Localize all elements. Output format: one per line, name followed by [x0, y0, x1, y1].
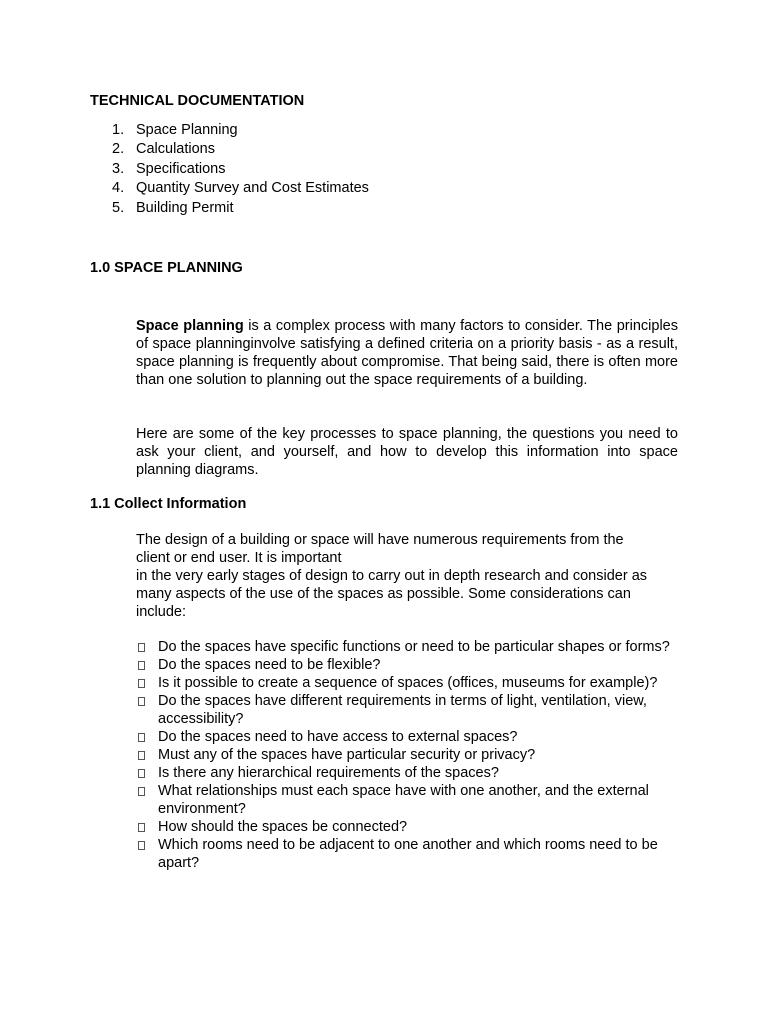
list-item — [136, 692, 692, 728]
list-item-text: Is it possible to create a sequence of spaces (offices, museums for example)? — [158, 675, 658, 691]
space-planning-text: is a complex process with many factors to consider. The principles of space planninginvolve satisfying a defined criteria on a priority basis - as a result, space planning is frequently about compromise. That being said, there is often more than one solution to planning out the space requirements of a building. — [136, 318, 678, 388]
toc-number: 1. — [112, 122, 125, 138]
table-of-contents — [112, 121, 369, 218]
list-item — [136, 728, 692, 746]
checkbox-glyph-icon — [138, 787, 145, 796]
checkbox-glyph-icon — [138, 643, 145, 652]
section-heading-space-planning: 1.0 SPACE PLANNING — [90, 260, 243, 276]
toc-label: Calculations — [136, 141, 215, 158]
list-item-text: Must any of the spaces have particular security or privacy? — [158, 747, 536, 763]
checkbox-glyph-icon — [138, 751, 145, 760]
list-item-text: Do the spaces have different requirements in terms of light, ventilation, view, accessibility? — [158, 693, 647, 727]
document-title: TECHNICAL DOCUMENTATION — [90, 93, 305, 109]
toc-label: Specifications — [136, 160, 226, 177]
checkbox-glyph-icon — [138, 661, 145, 670]
list-item-text: What relationships must each space have with one another, and the external environment? — [158, 783, 649, 817]
list-item — [136, 656, 692, 674]
intro-line: many aspects of the use of the spaces as possible. Some considerations can — [136, 586, 631, 602]
toc-number: 5. — [112, 199, 125, 216]
intro-line: The design of a building or space will have numerous requirements from the — [136, 532, 624, 548]
list-item-text: Do the spaces need to be flexible? — [158, 657, 381, 673]
toc-item — [112, 140, 369, 159]
list-item-text: How should the spaces be connected? — [158, 819, 408, 835]
list-item-text: Is there any hierarchical requirements of the spaces? — [158, 765, 499, 781]
list-item — [136, 638, 692, 656]
list-item — [136, 746, 692, 764]
section-heading-collect-information: 1.1 Collect Information — [90, 496, 247, 512]
checkbox-glyph-icon — [138, 733, 145, 742]
toc-number: 4. — [112, 180, 125, 197]
list-item — [136, 836, 692, 872]
list-item — [136, 674, 692, 692]
toc-label: Space Planning — [136, 122, 238, 138]
key-processes-paragraph: Here are some of the key processes to space planning, the questions you need to ask your client, and yourself, and how to develop this information into space planning diagrams. — [136, 426, 678, 478]
space-planning-paragraph — [136, 317, 678, 389]
toc-number: 2. — [112, 141, 125, 158]
intro-line: in the very early stages of design to carry out in depth research and consider as — [136, 568, 648, 584]
toc-label: Quantity Survey and Cost Estimates — [136, 180, 369, 197]
checkbox-glyph-icon — [138, 697, 145, 706]
collect-information-intro — [136, 531, 678, 621]
toc-item — [112, 160, 369, 179]
checkbox-glyph-icon — [138, 841, 145, 850]
checkbox-glyph-icon — [138, 769, 145, 778]
list-item-text: Do the spaces need to have access to external spaces? — [158, 729, 518, 745]
checkbox-glyph-icon — [138, 823, 145, 832]
list-item — [136, 818, 692, 836]
checkbox-glyph-icon — [138, 679, 145, 688]
toc-label: Building Permit — [136, 199, 234, 216]
toc-number: 3. — [112, 160, 125, 177]
space-planning-term: Space planning — [136, 318, 244, 334]
list-item — [136, 782, 692, 818]
list-item-text: Which rooms need to be adjacent to one another and which rooms need to be apart? — [158, 837, 658, 871]
toc-item — [112, 121, 369, 140]
intro-line: include: — [136, 604, 186, 620]
toc-item — [112, 199, 369, 218]
list-item-text: Do the spaces have specific functions or need to be particular shapes or forms? — [158, 639, 670, 655]
considerations-list — [136, 638, 692, 872]
toc-item — [112, 179, 369, 198]
intro-line: client or end user. It is important — [136, 550, 342, 566]
list-item — [136, 764, 692, 782]
